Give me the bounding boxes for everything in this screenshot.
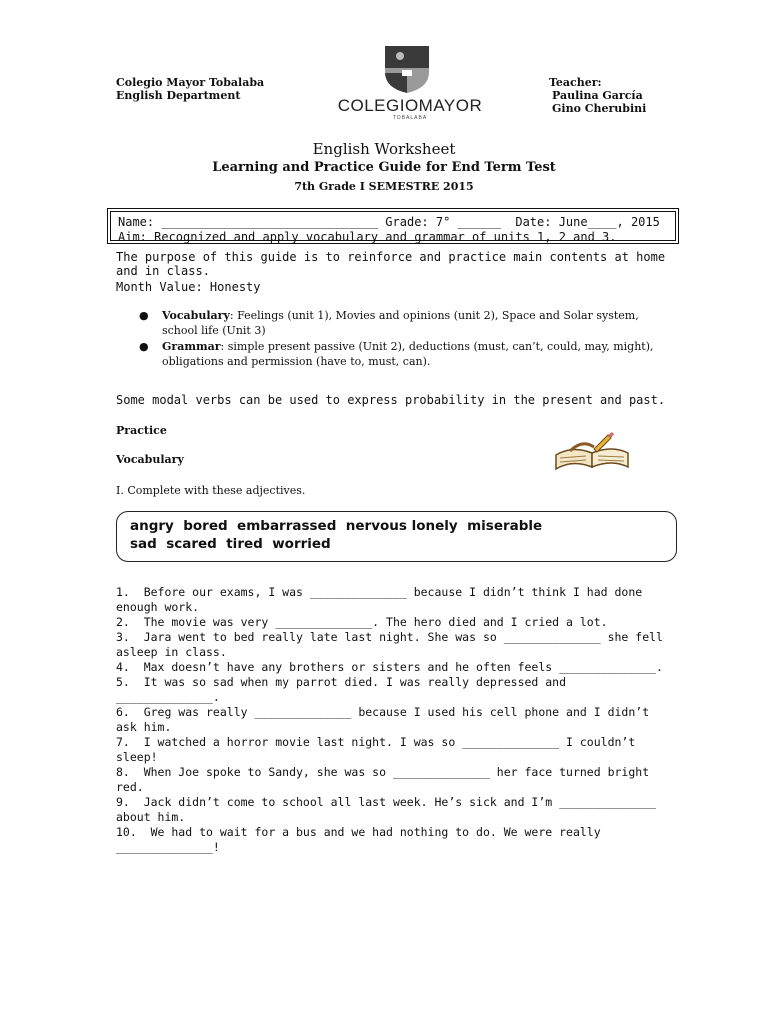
exercise-item: 9. Jack didn’t come to school all last week. He’s sick and I’m ______________ about him.: [116, 795, 663, 824]
bullet-text: : simple present passive (Unit 2), deductions (must, can’t, could, may, might), obligations and permission (have to, must, can).: [162, 340, 654, 368]
bullet-icon: ●: [139, 309, 149, 322]
department-name: English Department: [116, 89, 241, 102]
exercise-list: [116, 585, 676, 855]
content-list: [136, 308, 676, 370]
logo-subtext: TOBALABA: [392, 115, 428, 121]
exercise-instruction: I. Complete with these adjectives.: [116, 484, 306, 497]
exercise-item: 10. We had to wait for a bus and we had nothing to do. We were really ______________!: [116, 825, 608, 854]
purpose-text: The purpose of this guide is to reinforce and practice main contents at home and in class.: [116, 250, 666, 278]
practice-heading: Practice: [116, 424, 167, 437]
teacher-info: [549, 76, 646, 115]
teacher-name-2: Gino Cherubini: [552, 102, 647, 115]
exercise-item: 3. Jara went to bed really late last night. She was so ______________ she fell asleep in class.: [116, 630, 670, 659]
teacher-label: Teacher:: [549, 76, 602, 89]
worksheet-subtitle: Learning and Practice Guide for End Term Test: [212, 160, 556, 175]
teacher-name-1: Paulina García: [552, 89, 643, 102]
school-info: [116, 76, 264, 102]
exercise-item: 7. I watched a horror movie last night. I was so ______________ I couldn’t sleep!: [116, 735, 643, 764]
aim-line: Aim: Recognized and apply vocabulary and grammar of units 1, 2 and 3.: [118, 230, 617, 244]
word-bank-line-2: sad scared tired worried: [130, 536, 331, 552]
word-bank-line-1: angry bored embarrassed nervous lonely miserable: [130, 518, 543, 534]
bullet-text: : Feelings (unit 1), Movies and opinions (unit 2), Space and Solar system, school life (Unit 3): [162, 309, 639, 337]
exercise-item: 8. When Joe spoke to Sandy, she was so ______________ her face turned bright red.: [116, 765, 657, 794]
name-grade-date-line: Name: ______________________________ Grade: 7° ______ Date: June____, 2015: [118, 215, 660, 229]
bullet-icon: ●: [139, 340, 149, 353]
exercise-item: 4. Max doesn’t have any brothers or sisters and he often feels ______________.: [116, 660, 663, 674]
worksheet-title: English Worksheet: [312, 140, 456, 158]
bullet-label: Grammar: [162, 340, 221, 353]
exercise-item: 6. Greg was really ______________ because I used his cell phone and I didn’t ask him.: [116, 705, 657, 734]
list-item: [136, 339, 676, 369]
school-crest-icon: [380, 44, 434, 94]
modal-verbs-note: Some modal verbs can be used to express probability in the present and past.: [116, 393, 666, 407]
exercise-item: 5. It was so sad when my parrot died. I was really depressed and ______________.: [116, 675, 573, 704]
school-name: Colegio Mayor Tobalaba: [116, 76, 265, 89]
open-book-pencil-icon: [552, 431, 632, 471]
exercise-item: 1. Before our exams, I was ______________ because I didn’t think I had done enough work.: [116, 585, 650, 614]
school-logo: [322, 44, 498, 120]
grade-semester: 7th Grade I SEMESTRE 2015: [294, 180, 474, 193]
vocabulary-heading: Vocabulary: [116, 453, 184, 466]
student-info-box: [107, 208, 679, 244]
month-value: Month Value: Honesty: [116, 280, 261, 294]
list-item: [136, 308, 676, 338]
bullet-label: Vocabulary: [162, 309, 230, 322]
exercise-item: 2. The movie was very ______________. The hero died and I cried a lot.: [116, 615, 608, 629]
word-bank-box: [116, 511, 677, 562]
logo-wordmark: COLEGIOMAYOR: [337, 96, 483, 115]
